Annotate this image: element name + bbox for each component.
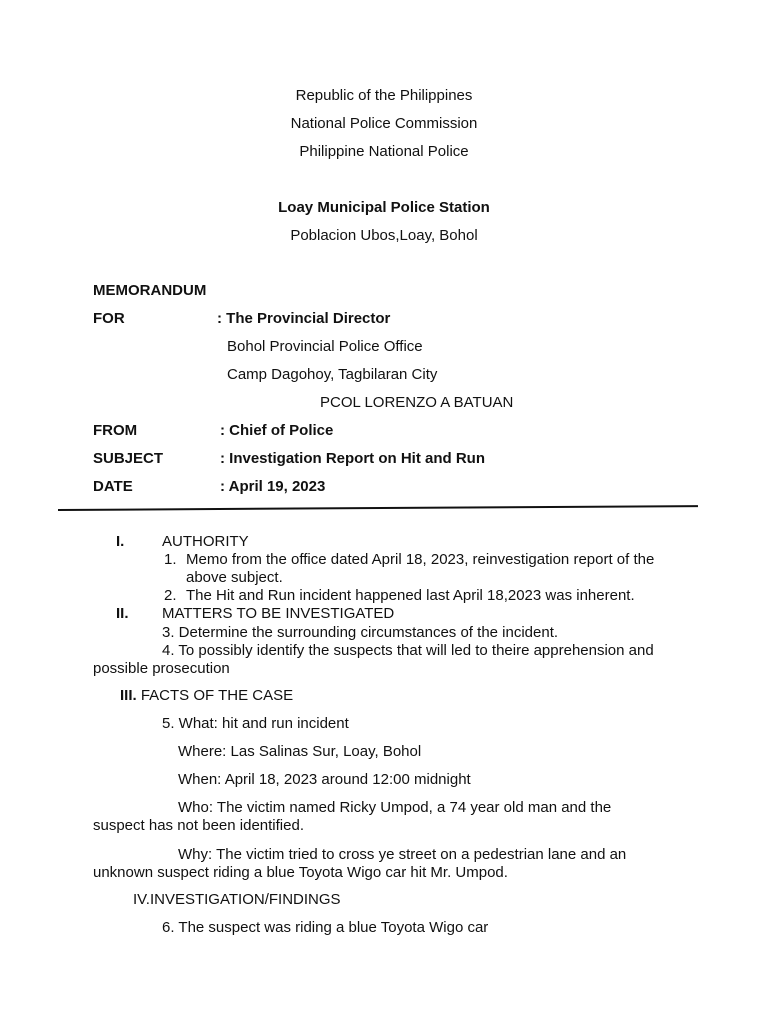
- fact-why-line-2: unknown suspect riding a blue Toyota Wigo car hit Mr. Umpod.: [93, 864, 508, 881]
- item-1-line-1: Memo from the office dated April 18, 2023, reinvestigation report of the: [186, 551, 655, 568]
- fact-what: 5. What: hit and run incident: [162, 715, 349, 732]
- finding-item-6: 6. The suspect was riding a blue Toyota Wigo car: [162, 919, 489, 936]
- memo-from-label: FROM: [93, 422, 138, 439]
- header-pnp: Philippine National Police: [299, 143, 469, 160]
- memo-subject-value: : Investigation Report on Hit and Run: [220, 450, 485, 467]
- memo-for-name: PCOL LORENZO A BATUAN: [320, 394, 514, 411]
- memo-date-label: DATE: [93, 478, 133, 495]
- section-2-number: II.: [116, 605, 129, 622]
- fact-why-line-1: Why: The victim tried to cross ye street on a pedestrian lane and an: [178, 846, 627, 863]
- header-republic: Republic of the Philippines: [295, 87, 473, 104]
- section-4-title: IV.INVESTIGATION/FINDINGS: [133, 891, 341, 908]
- fact-who-line-1: Who: The victim named Ricky Umpod, a 74 year old man and the: [178, 799, 612, 816]
- section-2-title: MATTERS TO BE INVESTIGATED: [162, 605, 395, 622]
- memo-subject-label: SUBJECT: [93, 450, 164, 467]
- divider-line: [58, 505, 698, 511]
- memo-for-address: Camp Dagohoy, Tagbilaran City: [227, 366, 438, 383]
- header-address: Poblacion Ubos,Loay, Bohol: [290, 227, 478, 244]
- item-1-number: 1.: [164, 551, 177, 568]
- memo-from-value: : Chief of Police: [220, 422, 334, 439]
- memo-for-office: Bohol Provincial Police Office: [227, 338, 423, 355]
- section-3-heading: [120, 687, 293, 705]
- item-1-line-2: above subject.: [186, 569, 283, 586]
- item-2-number: 2.: [164, 587, 177, 604]
- item-3-text: 3. Determine the surrounding circumstances of the incident.: [162, 624, 559, 641]
- memo-title: MEMORANDUM: [93, 282, 207, 299]
- item-4-line-1: 4. To possibly identify the suspects that will led to theire apprehension and: [162, 642, 654, 659]
- section-3-title: FACTS OF THE CASE: [140, 687, 294, 704]
- fact-where: Where: Las Salinas Sur, Loay, Bohol: [178, 743, 422, 760]
- fact-when: When: April 18, 2023 around 12:00 midnight: [178, 771, 471, 788]
- item-2-text: The Hit and Run incident happened last April 18,2023 was inherent.: [186, 587, 635, 604]
- section-1-number: I.: [116, 533, 125, 550]
- memo-for-label: FOR: [93, 310, 125, 327]
- fact-who-line-2: suspect has not been identified.: [93, 817, 304, 834]
- header-napolcom: National Police Commission: [290, 115, 478, 132]
- memo-date-value: : April 19, 2023: [220, 478, 326, 495]
- item-4-line-2: possible prosecution: [93, 660, 230, 677]
- section-1-title: AUTHORITY: [162, 533, 249, 550]
- section-3-number: III.: [120, 687, 137, 704]
- header-station: Loay Municipal Police Station: [278, 199, 490, 216]
- memo-for-value: : The Provincial Director: [217, 310, 391, 327]
